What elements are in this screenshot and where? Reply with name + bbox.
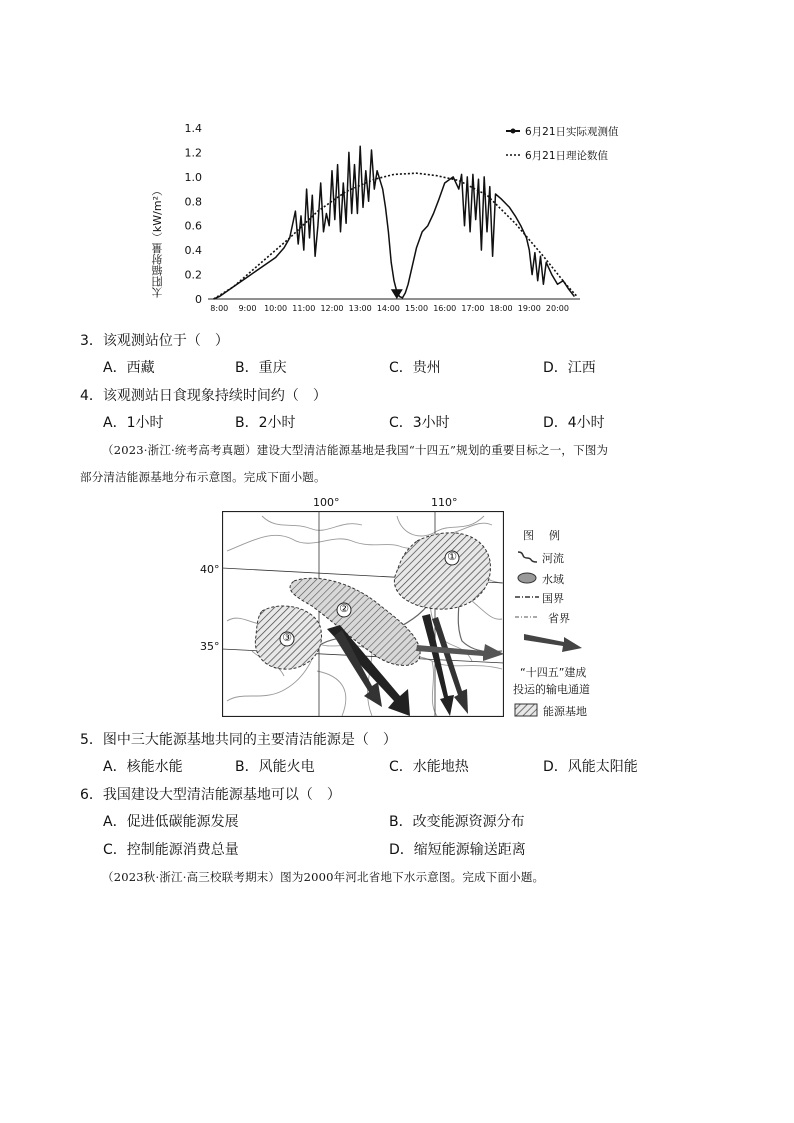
chart-x-tick-label: 15:00 xyxy=(405,304,429,313)
question-6-option-a: A．促进低碳能源发展 xyxy=(103,814,239,830)
chart-y-tick-label: 1.4 xyxy=(184,122,202,135)
series-actual-line xyxy=(214,146,575,299)
chart-y-tick-label: 0.2 xyxy=(184,268,202,282)
intro-paragraph-1-line-1: （2023·浙江·统考高考真题）建设大型清洁能源基地是我国“十四五”规划的重要目标之一，下图为 xyxy=(102,443,609,457)
chart-x-tick-label: 18:00 xyxy=(489,304,513,313)
chart-x-tick-label: 20:00 xyxy=(545,304,569,313)
legend-actual-label: 6月21日实际观测值 xyxy=(525,126,619,138)
question-6-stem: 6．我国建设大型清洁能源基地可以（ ） xyxy=(80,787,341,803)
map-lon-label-100: 100° xyxy=(313,496,340,509)
question-5-option-c: C．水能地热 xyxy=(389,759,469,775)
legend-provincial-border-label: 省界 xyxy=(548,612,570,625)
energy-base-label-2: ② xyxy=(339,602,349,615)
legend-energy-base-icon xyxy=(514,703,538,717)
series-theoretical-line xyxy=(214,173,578,299)
question-6-option-d: D．缩短能源输送距离 xyxy=(389,842,526,858)
chart-y-tick-label: 0.6 xyxy=(184,219,202,233)
energy-base-map xyxy=(222,511,504,717)
legend-energy-base-label: 能源基地 xyxy=(543,705,587,718)
chart-y-tick-label: 0.4 xyxy=(184,244,202,258)
map-lat-label-40: 40° xyxy=(200,563,220,576)
legend-national-border-label: 国界 xyxy=(542,592,564,605)
question-3-option-a: A．西藏 xyxy=(103,360,155,376)
map-legend-title: 图 例 xyxy=(523,529,562,542)
chart-x-tick-label: 9:00 xyxy=(238,304,257,313)
energy-base-label-1: ① xyxy=(447,550,457,563)
energy-base-label-3: ③ xyxy=(282,631,292,644)
map-lat-label-35: 35° xyxy=(200,640,220,653)
chart-x-tick-label: 10:00 xyxy=(264,304,288,313)
solar-radiation-chart xyxy=(170,118,650,318)
question-3-stem: 3．该观测站位于（ ） xyxy=(80,333,229,349)
question-3-option-c: C．贵州 xyxy=(389,360,441,376)
question-6-option-b: B．改变能源资源分布 xyxy=(389,814,525,830)
map-lon-label-110: 110° xyxy=(431,496,458,509)
intro-paragraph-2: （2023秋·浙江·高三校联考期末）图为2000年河北省地下水示意图。完成下面小题。 xyxy=(102,870,545,884)
chart-x-tick-label: 13:00 xyxy=(348,304,372,313)
chart-y-tick-label: 0.8 xyxy=(184,195,202,209)
chart-x-tick-label: 19:00 xyxy=(517,304,541,313)
legend-river-icon xyxy=(515,549,539,565)
question-3-option-d: D．江西 xyxy=(543,360,596,376)
question-4-stem: 4．该观测站日食现象持续时间约（ ） xyxy=(80,388,327,404)
chart-x-tick-label: 16:00 xyxy=(433,304,457,313)
question-4-option-a: A．1小时 xyxy=(103,415,164,431)
chart-x-tick-label: 12:00 xyxy=(320,304,344,313)
legend-theoretical-label: 6月21日理论数值 xyxy=(525,150,609,162)
question-5-option-a: A．核能水能 xyxy=(103,759,183,775)
chart-x-tick-label: 11:00 xyxy=(292,304,316,313)
chart-x-tick-label: 14:00 xyxy=(376,304,400,313)
question-5-option-b: B．风能火电 xyxy=(235,759,315,775)
chart-y-tick-label: 1.0 xyxy=(184,170,202,184)
chart-y-tick-label: 1.2 xyxy=(184,146,202,160)
question-4-option-c: C．3小时 xyxy=(389,415,450,431)
question-5-stem: 5．图中三大能源基地共同的主要清洁能源是（ ） xyxy=(80,732,397,748)
question-4-option-b: B．2小时 xyxy=(235,415,296,431)
legend-provincial-border-icon xyxy=(514,612,540,622)
question-3-option-b: B．重庆 xyxy=(235,360,287,376)
legend-water-icon xyxy=(516,571,538,585)
question-4-option-d: D．4小时 xyxy=(543,415,605,431)
chart-ylabel: 太阳辐射量（kW/m²） xyxy=(151,185,164,299)
legend-channel-label-2: 投运的输电通道 xyxy=(513,683,590,696)
legend-national-border-icon xyxy=(514,592,540,602)
legend-river-label: 河流 xyxy=(542,552,564,565)
chart-y-tick-label: 0 xyxy=(195,293,202,306)
legend-actual-dot xyxy=(511,129,516,134)
chart-x-tick-label: 17:00 xyxy=(461,304,485,313)
legend-channel-label-1: “十四五”建成 xyxy=(520,666,587,679)
legend-water-label: 水域 xyxy=(542,573,564,586)
question-5-option-d: D．风能太阳能 xyxy=(543,759,638,775)
legend-channel-arrow-icon xyxy=(522,628,584,656)
question-6-option-c: C．控制能源消费总量 xyxy=(103,842,239,858)
chart-x-tick-label: 8:00 xyxy=(210,304,229,313)
intro-paragraph-1-line-2: 部分清洁能源基地分布示意图。完成下面小题。 xyxy=(80,470,326,484)
